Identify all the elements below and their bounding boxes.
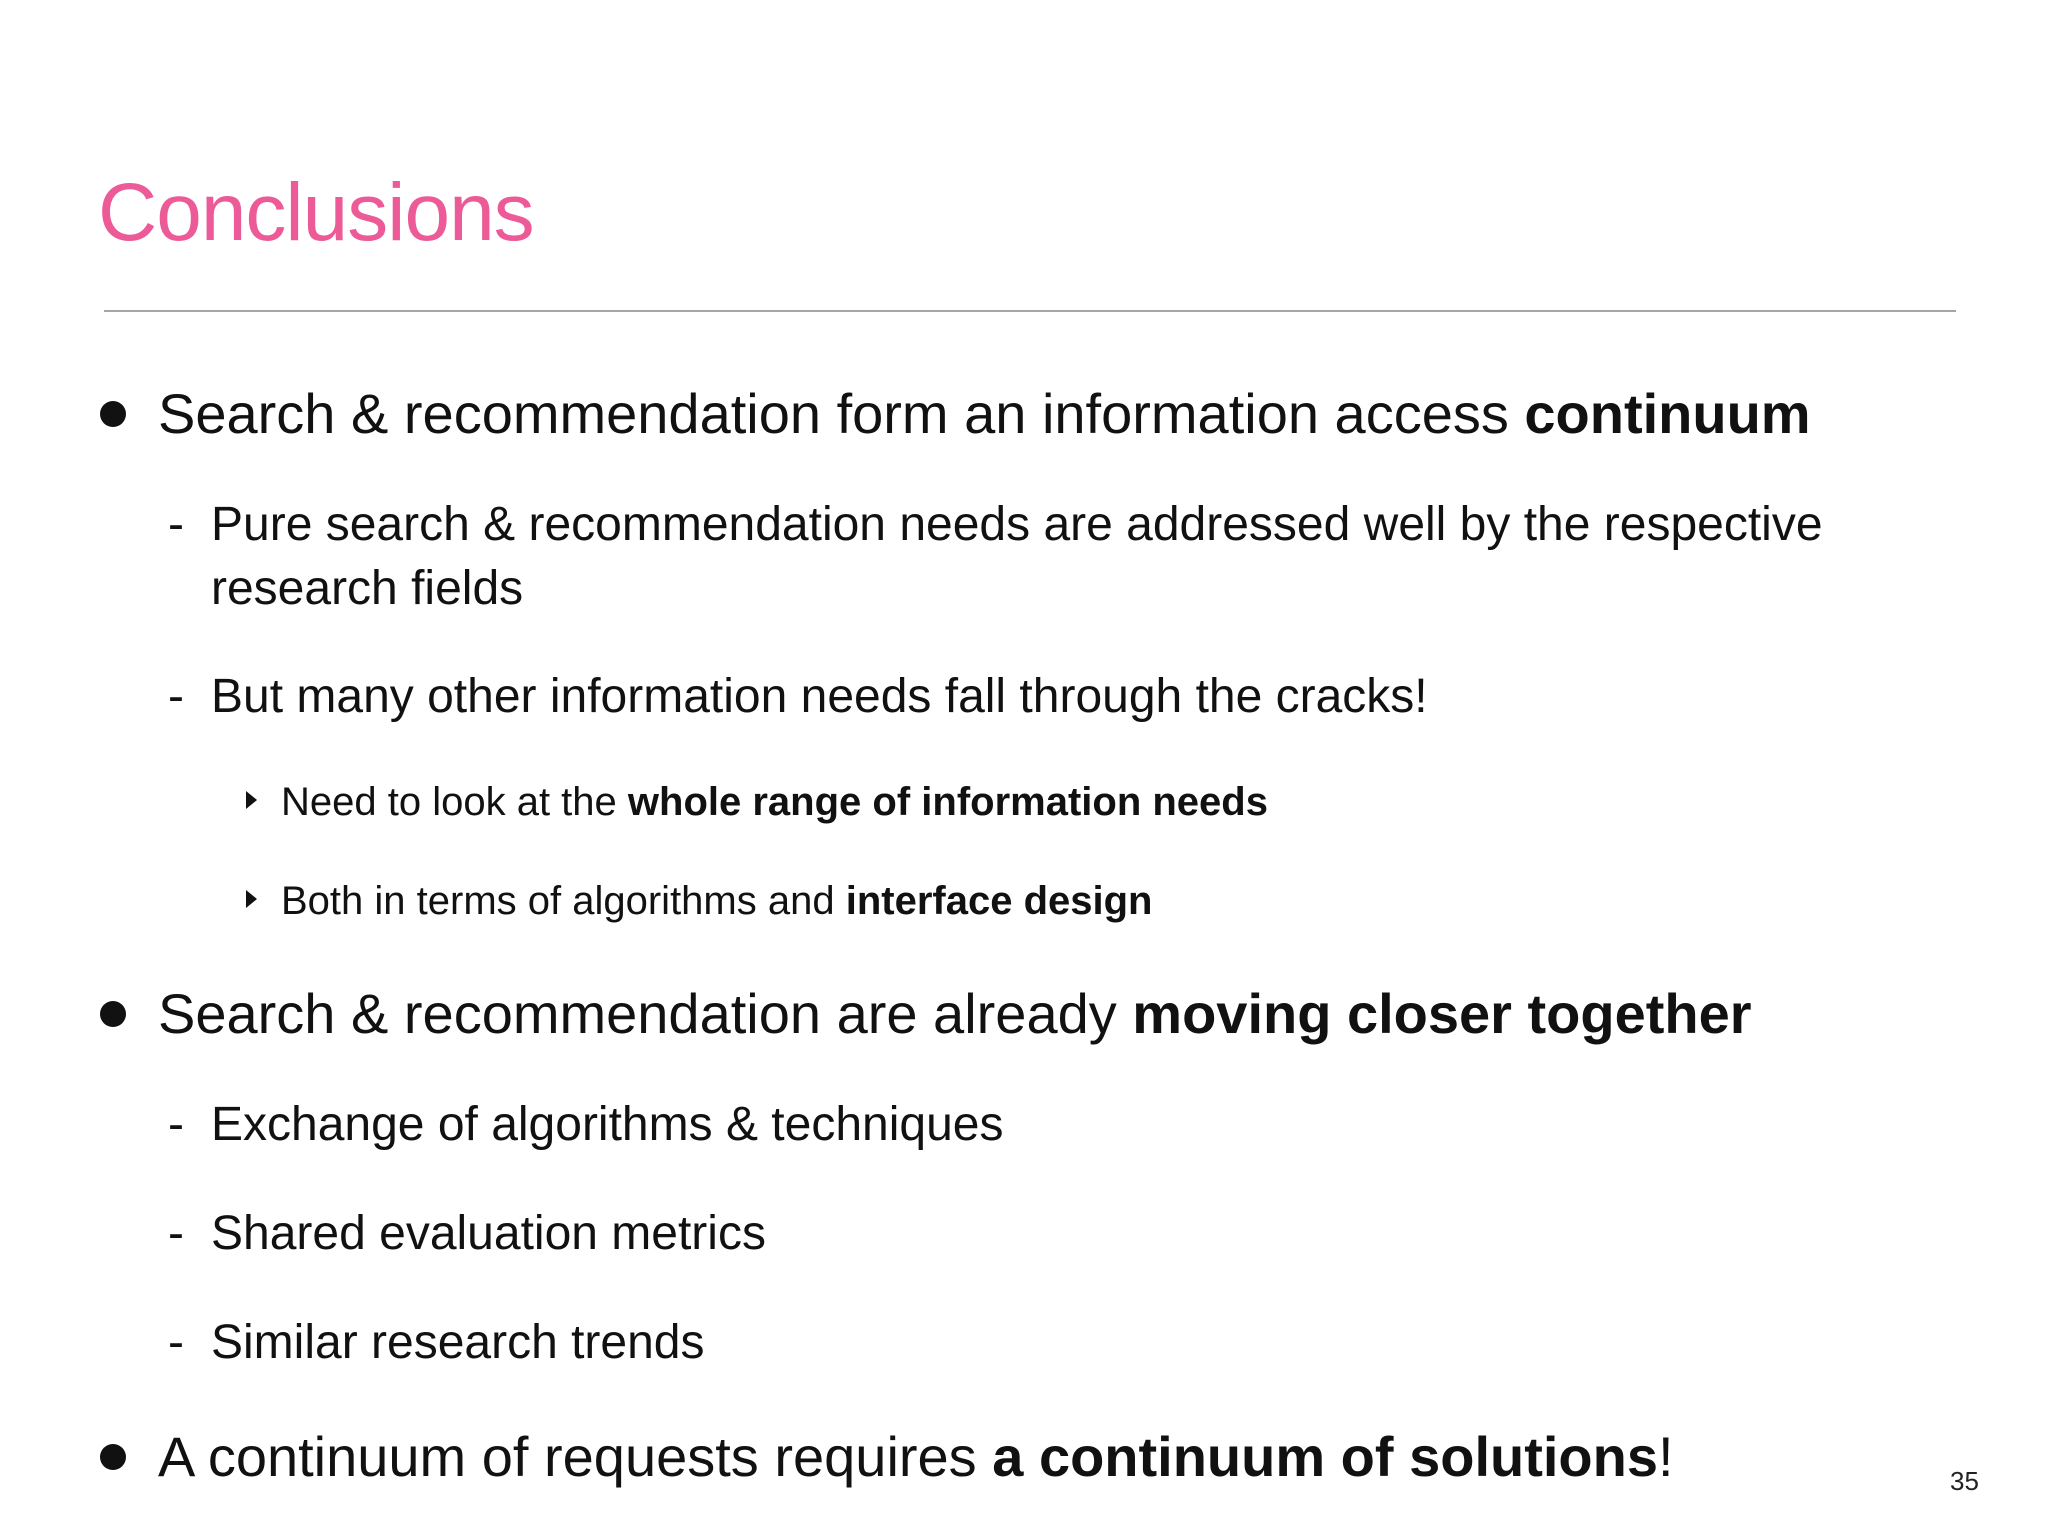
subitem-line: Exchange of algorithms & techniques — [211, 1098, 1004, 1151]
subitem-2-1 — [211, 1093, 1003, 1157]
subitem-2-2 — [211, 1202, 766, 1266]
bullet-text: A continuum of requests requires — [158, 1425, 993, 1488]
bullet-dot — [100, 1444, 126, 1470]
dash-marker: - — [168, 1316, 184, 1369]
subitem-line: Shared evaluation metrics — [211, 1207, 766, 1260]
page-number: 35 — [1950, 1466, 1979, 1496]
sub-subitem-bold-text: interface design — [845, 879, 1153, 923]
sub-subitem-bold-text: whole range of information needs — [627, 780, 1268, 824]
subitem-line: But many other information needs fall through the cracks! — [211, 670, 1428, 723]
bullet-text: Search & recommendation form an information access — [158, 382, 1525, 445]
sub-subitem-text: Need to look at the — [281, 780, 628, 824]
triangle-bullet-icon — [246, 791, 257, 809]
bullet-item-1 — [158, 382, 1811, 445]
slide-title: Conclusions — [98, 167, 534, 258]
sub-subitem-text: Both in terms of algorithms and — [281, 879, 846, 923]
subitem-line: Similar research trends — [211, 1316, 705, 1369]
bullet-dot — [100, 1001, 126, 1027]
dash-marker: - — [168, 1207, 184, 1260]
bullet-item-2 — [158, 982, 1752, 1045]
subitem-line: research fields — [211, 562, 524, 615]
sub-subitem-1 — [281, 782, 1268, 822]
dash-marker: - — [168, 498, 184, 551]
sub-subitem-2 — [281, 881, 1152, 921]
title-divider — [104, 310, 1956, 312]
bullet-bold-text: moving closer together — [1132, 982, 1752, 1045]
bullet-item-3 — [158, 1425, 1674, 1488]
bullet-bold-text: a continuum of solutions — [992, 1425, 1658, 1488]
bullet-text: Search & recommendation are already — [158, 982, 1133, 1045]
dash-marker: - — [168, 670, 184, 723]
bullet-dot — [100, 401, 126, 427]
bullet-suffix: ! — [1657, 1425, 1674, 1488]
bullet-bold-text: continuum — [1524, 382, 1811, 445]
subitem-2-3 — [211, 1311, 705, 1375]
subitem-1-2 — [211, 665, 1428, 729]
subitem-line: Pure search & recommendation needs are addressed well by the respective — [211, 498, 1823, 551]
dash-marker: - — [168, 1098, 184, 1151]
subitem-1-1 — [211, 493, 1823, 621]
triangle-bullet-icon — [246, 890, 257, 908]
